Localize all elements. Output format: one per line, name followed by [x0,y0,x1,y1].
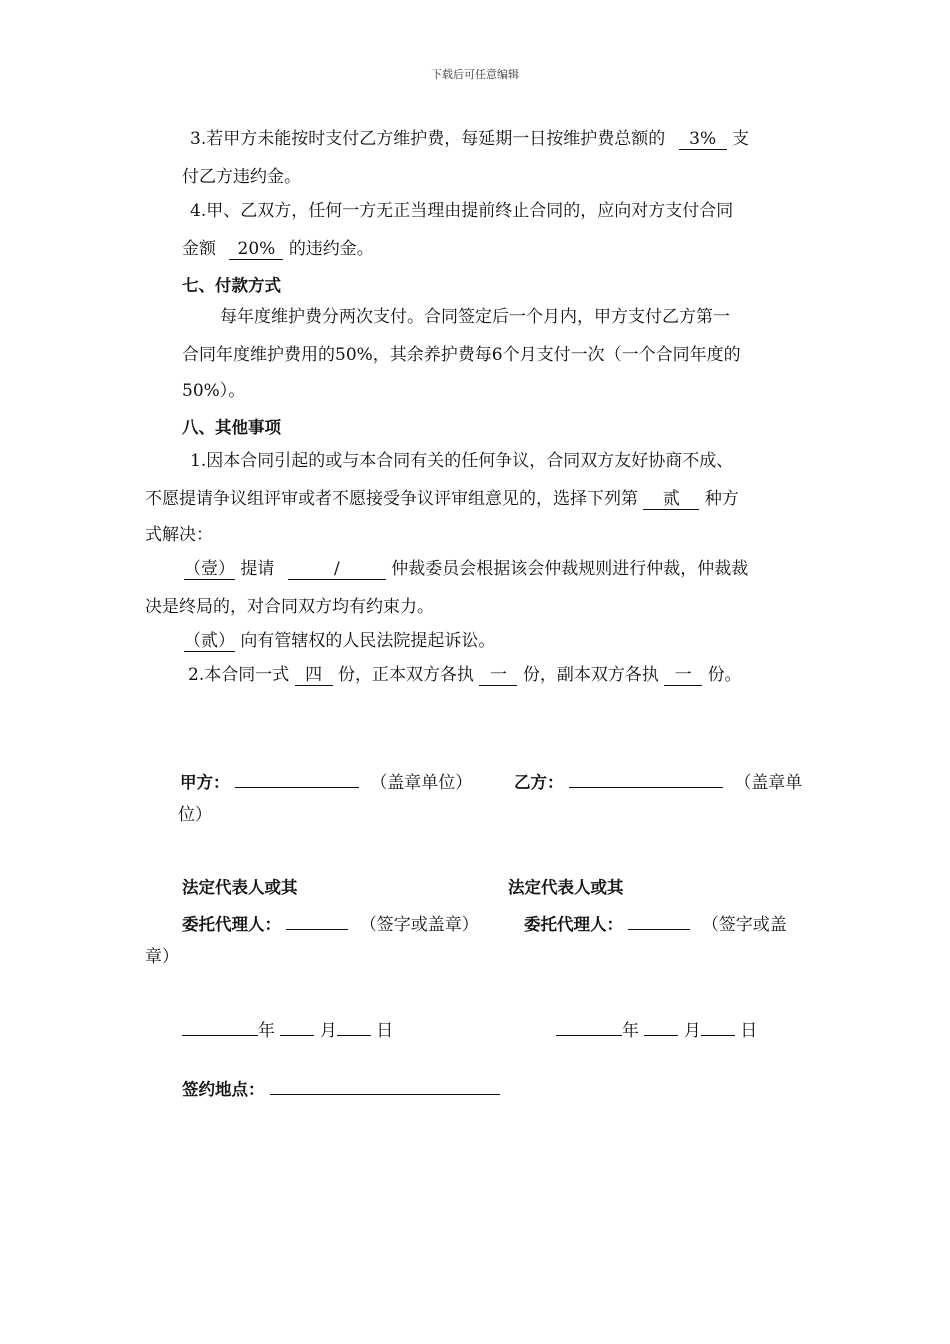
penalty-item-4: 4.甲、乙双方，任何一方无正当理由提前终止合同的，应向对方支付合同 [190,201,734,221]
option-1-text: 提请 [240,559,275,579]
party-b-note-cont: 位） [178,805,212,825]
agent-b-label: 委托代理人： [524,915,623,934]
option-1-text-tail: 仲裁委员会根据该会仲裁规则进行仲裁，仲裁裁 [391,559,749,579]
payment-line-3: 50%）。 [182,381,246,401]
party-b-note: （盖章单 [734,773,803,793]
signing-place-label: 签约地点： [182,1080,265,1099]
party-a-label: 甲方： [180,773,230,792]
party-b-blank[interactable] [569,769,723,788]
dispute-line-2-tail: 种方 [704,489,739,509]
date-b-line [556,1016,757,1041]
section-7-heading: 七、付款方式 [182,276,281,295]
penalty-item-4-tail: 的违约金。 [288,239,374,259]
copies-text-a: 2.本合同一式 [188,665,290,685]
party-b-label: 乙方： [514,773,564,792]
date-a-month-blank[interactable] [280,1017,314,1036]
date-a-line [182,1016,393,1041]
penalty-rate-4: 20% [229,240,283,260]
date-b-day-label: 日 [740,1021,758,1041]
copies-count: 四 [295,666,333,686]
date-a-year-blank[interactable] [182,1017,258,1036]
penalty-item-3-text: 3.若甲方未能按时支付乙方维护费，每延期一日按维护费总额的 [190,129,666,149]
agent-a-label: 委托代理人： [182,915,281,934]
agent-b-blank[interactable] [628,911,690,930]
option-1-label: （壹） [184,559,235,579]
penalty-rate-3: 3% [679,130,727,150]
date-a-year-label: 年 [258,1021,275,1041]
party-a-blank[interactable] [235,769,359,788]
payment-line-2: 合同年度维护费用的50%，其余养护费每6个月支付一次（一个合同年度的 [182,345,741,365]
date-b-day-blank[interactable] [701,1017,735,1036]
date-b-year-label: 年 [622,1021,639,1041]
dispute-line-3: 式解决： [145,525,213,545]
arbitration-commission-field: / [288,560,386,580]
penalty-item-3 [190,128,749,150]
dispute-option-2 [184,630,495,652]
agent-a-blank[interactable] [286,911,348,930]
rep-a-label: 法定代表人或其 [182,878,298,897]
dispute-option-1-cont: 决是终局的，对合同双方均有约束力。 [145,597,434,617]
originals-count: 一 [479,666,517,686]
duplicates-count: 一 [664,666,702,686]
date-b-month-blank[interactable] [644,1017,678,1036]
date-b-year-blank[interactable] [556,1017,622,1036]
date-b-month-label: 月 [683,1021,701,1041]
agent-b-note: （签字或盖 [701,915,787,935]
party-a-line [180,768,472,793]
agent-b-note-cont: 章） [145,947,179,967]
page-header: 下载后可任意编辑 [431,68,519,81]
penalty-item-3-tail: 支 [732,129,750,149]
rep-b-label: 法定代表人或其 [508,878,624,897]
copies-text-d: 份。 [707,665,742,685]
dispute-line-2-text: 不愿提请争议组评审或者不愿接受争议评审组意见的，选择下列第 [145,489,638,509]
dispute-line-1: 1.因本合同引起的或与本合同有关的任何争议，合同双方友好协商不成、 [190,451,734,471]
penalty-item-4-label: 金额 [182,239,216,259]
date-a-day-label: 日 [376,1021,394,1041]
signing-place-blank[interactable] [270,1076,500,1095]
party-a-note: （盖章单位） [370,773,473,793]
copies-text-b: 份，正本双方各执 [338,665,475,685]
party-b-line [514,768,802,793]
option-2-text: 向有管辖权的人民法院提起诉讼。 [240,631,496,651]
agent-a-note: （签字或盖章） [359,915,479,935]
option-2-label: （贰） [184,631,235,651]
agent-b-line [524,910,787,935]
dispute-choice: 贰 [643,490,699,510]
signing-place-line [182,1076,500,1100]
agent-a-line [182,910,479,935]
copies-text-c: 份，副本双方各执 [522,665,659,685]
date-a-day-blank[interactable] [337,1017,371,1036]
dispute-line-2 [145,488,739,510]
payment-line-1: 每年度维护费分两次支付。合同签定后一个月内，甲方支付乙方第一 [220,307,730,327]
copies-clause [188,664,742,686]
penalty-item-4-cont [182,238,374,260]
section-8-heading: 八、其他事项 [182,418,281,437]
penalty-item-3-cont: 付乙方违约金。 [182,167,301,187]
date-a-month-label: 月 [319,1021,337,1041]
dispute-option-1 [184,558,748,580]
